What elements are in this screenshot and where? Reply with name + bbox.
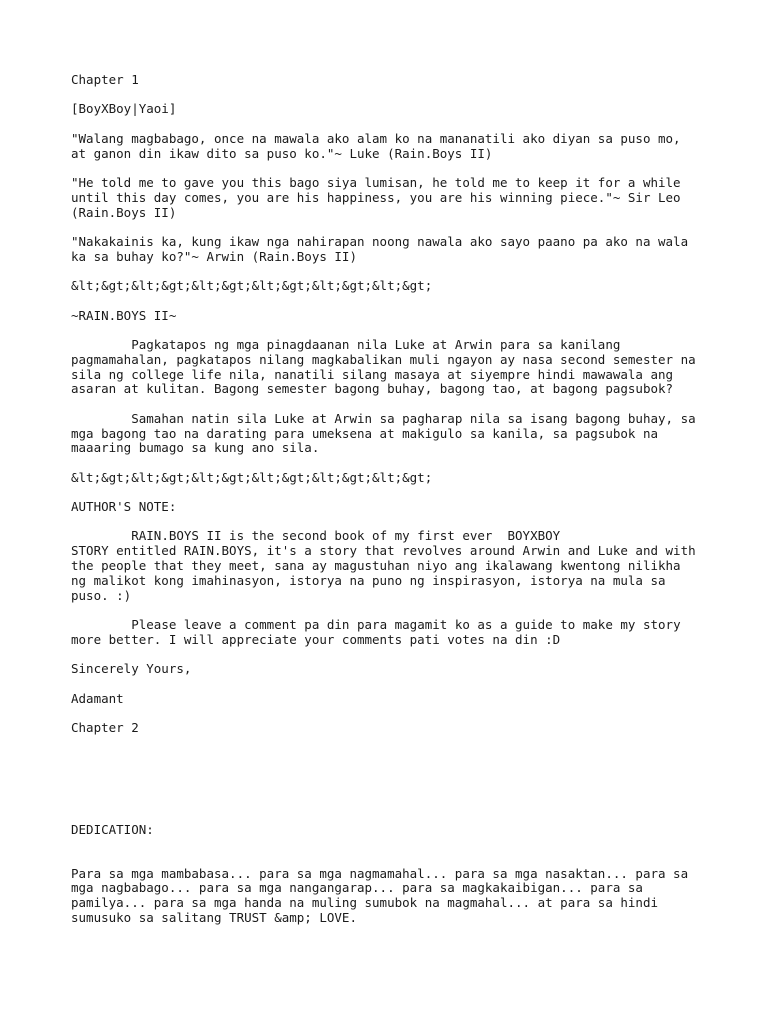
genre-tag: [BoyXBoy|Yaoi]: [71, 101, 177, 117]
synopsis-paragraph-2: Samahan natin sila Luke at Arwin sa pagharap nila sa isang bagong buhay, sa mga bagong tao na darating para umeksena at makigulo sa kanila, sa pagsubok na maaaring bumago sa kung ano sila.: [71, 410, 696, 456]
chapter-2-heading: Chapter 2: [71, 720, 139, 736]
authors-note-heading: AUTHOR'S NOTE:: [71, 499, 177, 515]
signoff: Sincerely Yours,: [71, 661, 192, 677]
chapter-1-heading: Chapter 1: [71, 72, 139, 87]
separator-1: &lt;&gt;&lt;&gt;&lt;&gt;&lt;&gt;&lt;&gt;&lt;&gt;: [71, 278, 433, 294]
separator-2: &lt;&gt;&lt;&gt;&lt;&gt;&lt;&gt;&lt;&gt;&lt;&gt;: [71, 469, 433, 485]
author-name: Adamant: [71, 690, 124, 706]
document-page: [71, 73, 711, 940]
quote-arwin: "Nakakainis ka, kung ikaw nga nahirapan noong nawala ako sayo paano pa ako na wala ka sa buhay ko?"~ Arwin (Rain.Boys II): [71, 233, 689, 264]
authors-note-paragraph-1: RAIN.BOYS II is the second book of my first ever BOYXBOY STORY entitled RAIN.BOYS, it's a story that revolves around Arwin and Luke and with the people that they meet, sana ay magustuhan niyo ang ikalawang kwentong nilikha ng malikot kong imahinasyon, istorya na puno ng inspirasyon, istorya na mula sa puso. :): [71, 528, 696, 603]
quote-luke: "Walang magbabago, once na mawala ako alam ko na mananatili ako diyan sa puso mo, at ganon din ikaw dito sa puso ko."~ Luke (Rain.Boys II): [71, 130, 681, 161]
synopsis-paragraph-1: Pagkatapos ng mga pinagdaanan nila Luke at Arwin para sa kanilang pagmamahalan, pagkatapos nilang magkabalikan muli ngayon ay nasa second semester na sila ng college life nila, nanatili silang masaya at siyempre hindi mawawala ang asaran at kulitan. Bagong semester bagong buhay, bagong tao, at bagong pagsubok?: [71, 336, 696, 397]
series-title: ~RAIN.BOYS II~: [71, 307, 177, 323]
quote-sir-leo: "He told me to gave you this bago siya lumisan, he told me to keep it for a while until this day comes, you are his happiness, you are his winning piece."~ Sir Leo (Rain.Boys II): [71, 174, 681, 220]
dedication-text: Para sa mga mambabasa... para sa mga nagmamahal... para sa mga nasaktan... para sa mga nagbabago... para sa mga nangangarap... para sa magkakaibigan... para sa pamilya... para sa mga handa na muling sumubok na magmahal... at para sa hindi sumusuko sa salitang TRUST &amp; LOVE.: [71, 865, 689, 925]
dedication-heading: DEDICATION:: [71, 821, 154, 837]
authors-note-paragraph-2: Please leave a comment pa din para magamit ko as a guide to make my story more better. I will appreciate your comments pati votes na din :D: [71, 617, 681, 647]
